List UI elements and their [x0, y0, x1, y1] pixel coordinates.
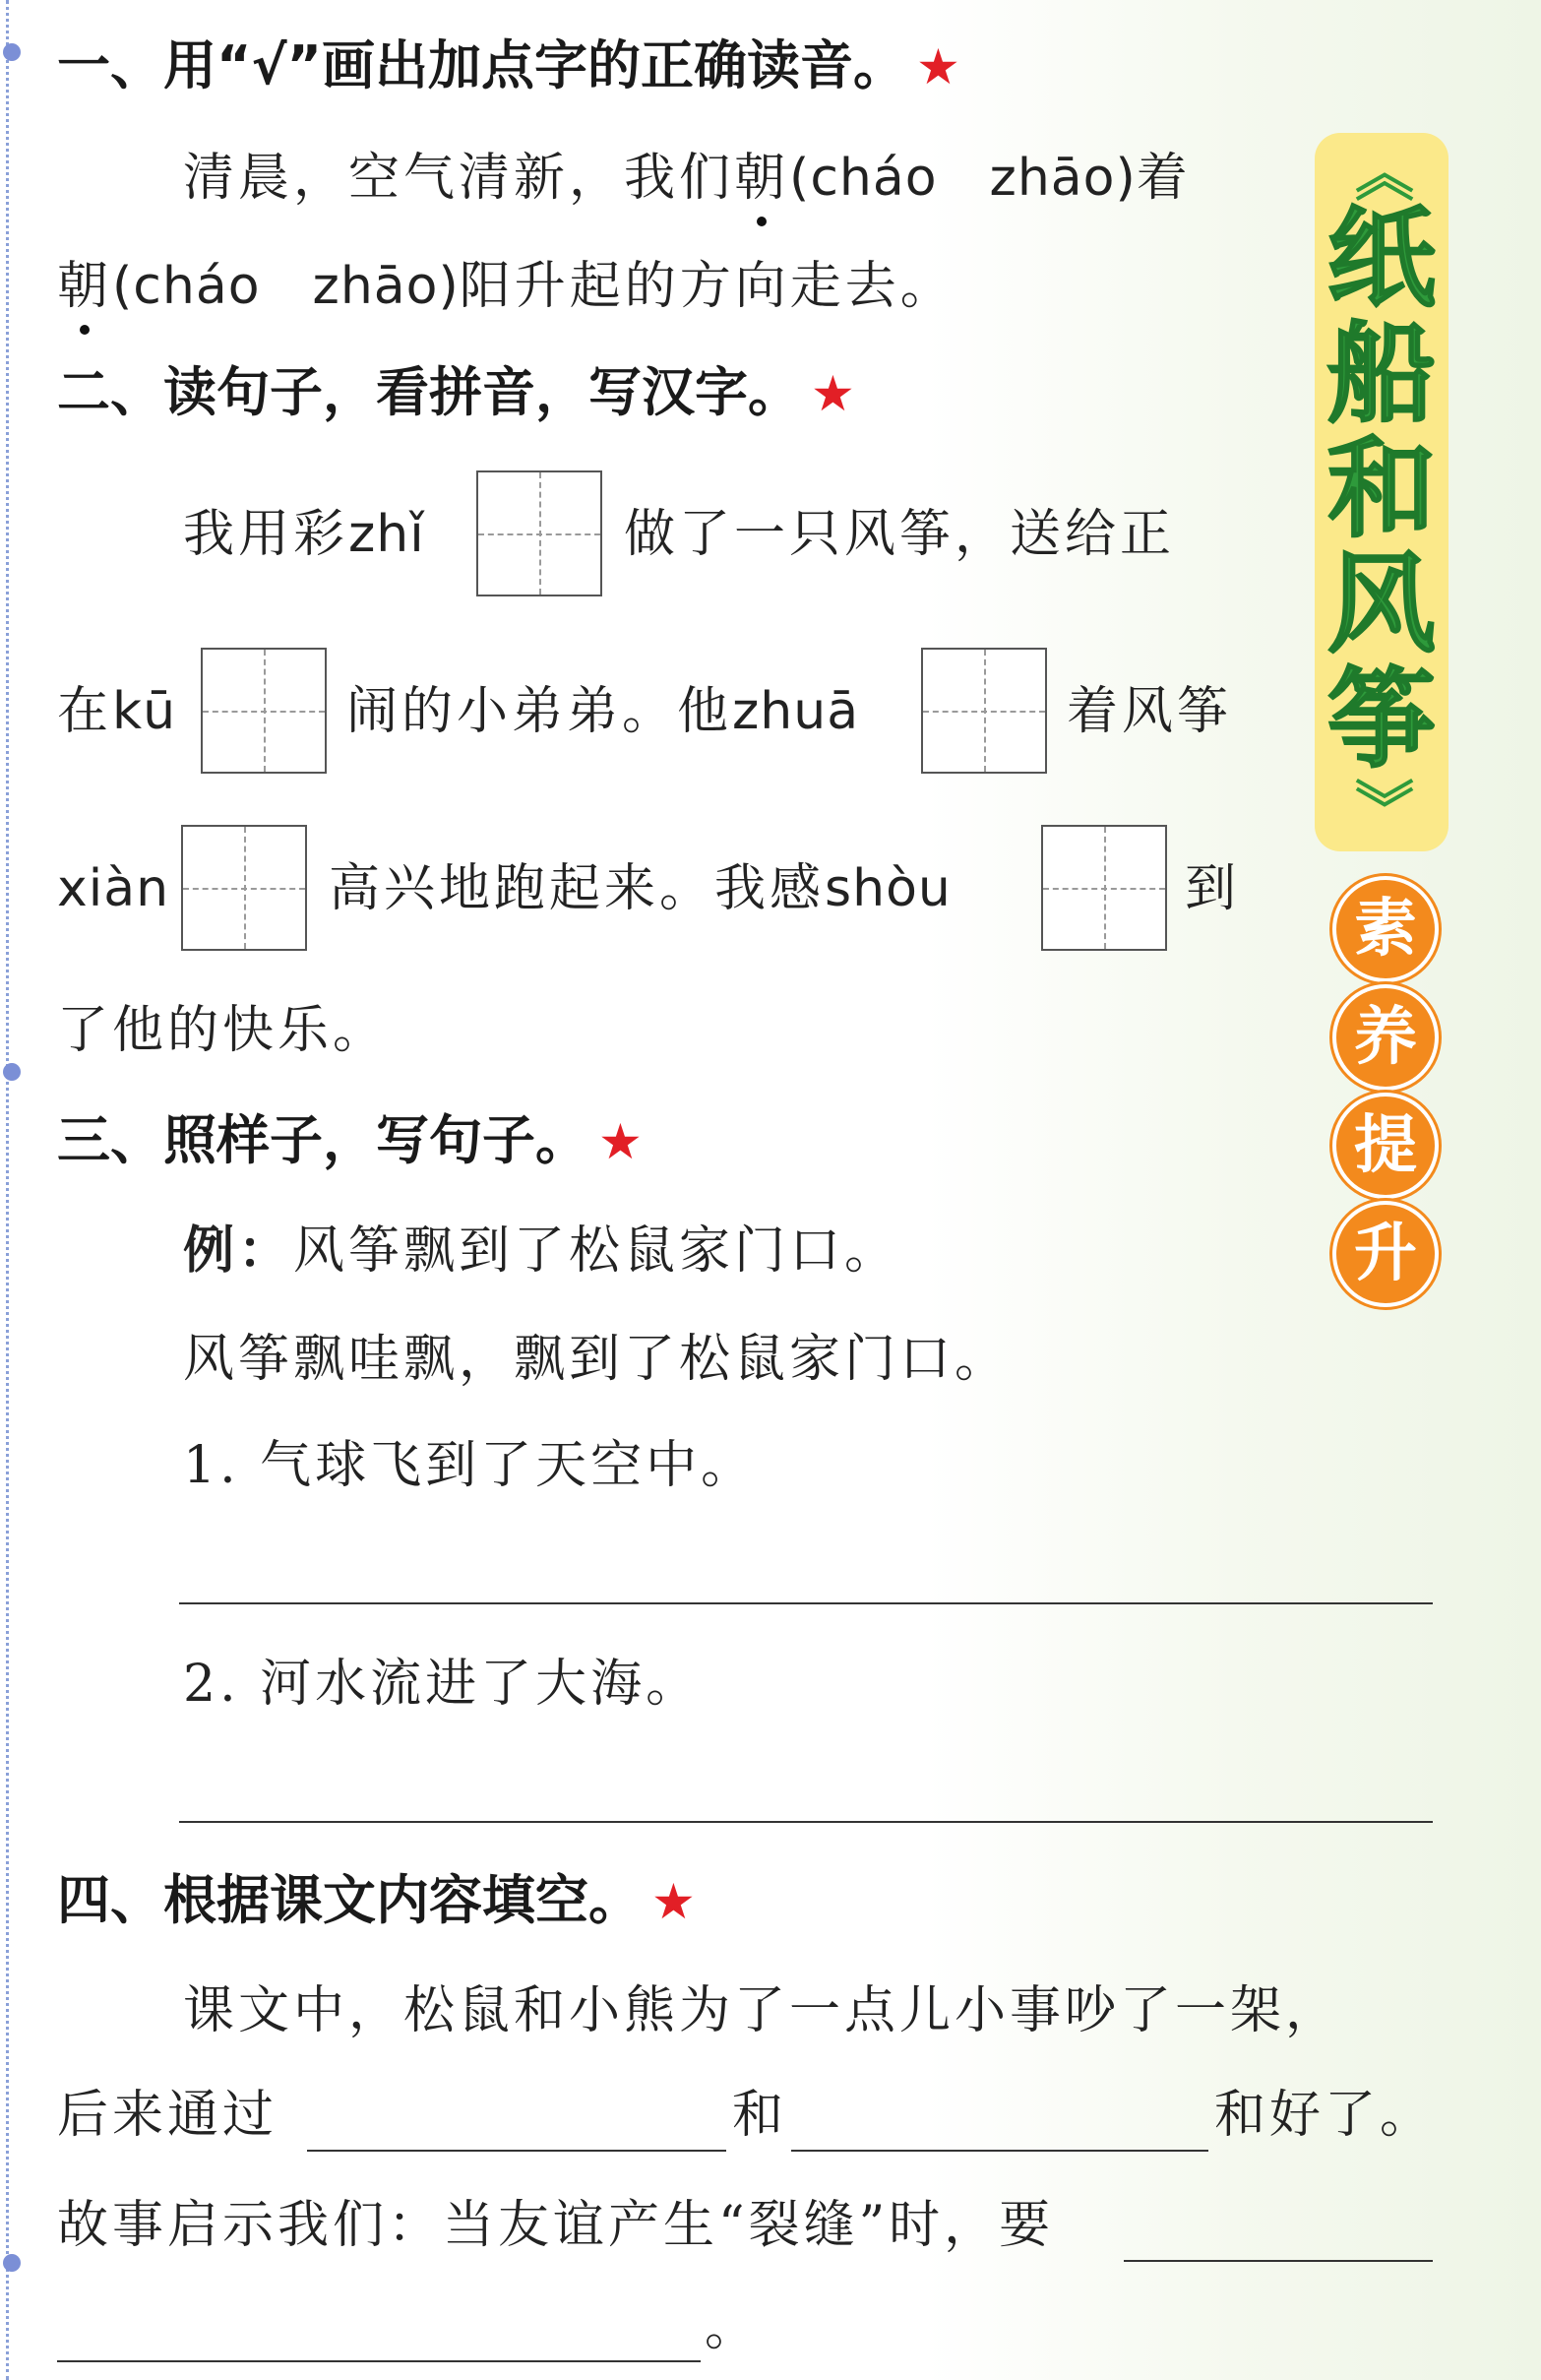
question-text: 2. 河水流进了大海。 [183, 1655, 702, 1714]
example-label: 例： [183, 1221, 294, 1281]
section2-row4 [57, 996, 388, 1065]
pinyin-prompt: kū [112, 682, 177, 741]
margin-dot [3, 1063, 21, 1081]
section2-row3-a [57, 854, 169, 923]
fill-blank[interactable] [307, 2150, 726, 2152]
badge-circle: 养 [1332, 984, 1439, 1091]
pinyin-options[interactable]: (cháo zhāo) [789, 149, 1137, 208]
section3-heading-text: 三、照样子，写句子。 [57, 1109, 588, 1171]
star-icon: ★ [651, 1873, 696, 1930]
paragraph-text: 和好了。 [1214, 2086, 1436, 2145]
section2-row1-b [624, 500, 1175, 569]
margin-dot [3, 2254, 21, 2272]
question-text: 1. 气球飞到了天空中。 [183, 1436, 757, 1495]
section4-paragraph-line2b [732, 2081, 787, 2150]
section4-paragraph-line3 [57, 2191, 1054, 2260]
paragraph-text: 和 [732, 2086, 788, 2145]
section4-paragraph-line2c [1214, 2081, 1435, 2150]
writing-box[interactable] [181, 825, 307, 951]
paragraph-text: 。 [705, 2298, 761, 2357]
badge-circle: 提 [1332, 1093, 1439, 1199]
section2-row3-b [329, 854, 952, 923]
title-char: 风 [1327, 541, 1436, 667]
pinyin-options[interactable]: (cháo zhāo) [112, 257, 460, 316]
dotted-character: 朝 [57, 252, 112, 321]
answer-line[interactable] [179, 1821, 1433, 1823]
fill-blank[interactable] [57, 2360, 701, 2362]
sentence-text: 闹的小弟弟。他 [346, 682, 733, 741]
badge-circle: 升 [1332, 1201, 1439, 1307]
fill-blank[interactable] [1124, 2260, 1433, 2262]
sentence-text: 高兴地跑起来。我感 [329, 859, 826, 918]
fill-blank[interactable] [791, 2150, 1208, 2152]
section2-row1-a [183, 500, 425, 569]
paragraph-text: 故事启示我们：当友谊产生“裂缝”时，要 [57, 2196, 1055, 2255]
title-open-mark: 《 [1347, 143, 1416, 202]
section1-text: 清晨，空气清新，我们 [183, 149, 735, 208]
section4-paragraph-line1 [183, 1976, 1340, 2045]
question-1 [183, 1431, 756, 1500]
section4-paragraph-line2a [57, 2081, 277, 2150]
pinyin-prompt: xiàn [57, 859, 170, 918]
star-icon: ★ [811, 365, 855, 422]
example-line1 [183, 1217, 899, 1285]
writing-box[interactable] [476, 470, 602, 596]
sentence-text: 到 [1185, 859, 1241, 918]
section4-heading-text: 四、根据课文内容填空。 [57, 1869, 642, 1931]
section4-paragraph-line4 [705, 2293, 760, 2362]
pinyin-prompt: zhuā [732, 682, 860, 741]
sentence-text: 在 [57, 682, 113, 741]
badge-circle: 素 [1332, 876, 1439, 982]
writing-box[interactable] [921, 648, 1047, 774]
answer-line[interactable] [179, 1602, 1433, 1604]
title-char: 船 [1327, 311, 1436, 437]
section1-text: 阳升起的方向走去。 [459, 257, 955, 316]
example-sentence: 风筝飘哇飘，飘到了松鼠家门口。 [183, 1330, 1011, 1389]
section1-line2 [57, 252, 955, 321]
title-close-mark: 》 [1347, 778, 1416, 837]
example-sentence: 风筝飘到了松鼠家门口。 [293, 1221, 900, 1281]
sentence-text: 着风筝 [1067, 682, 1233, 741]
section4-heading [57, 1866, 696, 1936]
example-line2 [183, 1325, 1010, 1394]
section2-row3-c [1185, 854, 1240, 923]
section1-text: 着 [1136, 149, 1192, 208]
paragraph-text: 课文中，松鼠和小熊为了一点儿小事吵了一架， [183, 1981, 1341, 2040]
title-char: 和 [1327, 426, 1436, 552]
section1-line1 [183, 144, 1192, 213]
pinyin-prompt: zhǐ [348, 505, 425, 564]
section2-heading-text: 二、读句子，看拼音，写汉字。 [57, 361, 801, 423]
section2-heading [57, 358, 855, 428]
star-icon: ★ [598, 1113, 643, 1170]
section3-heading [57, 1106, 643, 1176]
question-2 [183, 1650, 701, 1719]
pinyin-prompt: shòu [825, 859, 952, 918]
writing-box[interactable] [201, 648, 327, 774]
title-char: 筝 [1327, 657, 1436, 783]
sentence-text: 我用彩 [183, 505, 349, 564]
star-icon: ★ [916, 38, 960, 95]
section2-row2-c [1067, 677, 1232, 746]
section1-heading-text: 一、用“√”画出加点字的正确读音。 [57, 34, 906, 96]
sentence-text: 了他的快乐。 [57, 1001, 389, 1060]
title-char: 纸 [1327, 196, 1436, 322]
section2-row2-a [57, 677, 176, 746]
dotted-character: 朝 [734, 144, 789, 213]
writing-box[interactable] [1041, 825, 1167, 951]
left-margin-line [6, 0, 9, 2380]
lesson-title-banner [1315, 133, 1449, 851]
section1-heading [57, 31, 960, 101]
sentence-text: 做了一只风筝，送给正 [624, 505, 1176, 564]
section2-row2-b [346, 677, 859, 746]
paragraph-text: 后来通过 [57, 2086, 278, 2145]
margin-dot [3, 43, 21, 61]
